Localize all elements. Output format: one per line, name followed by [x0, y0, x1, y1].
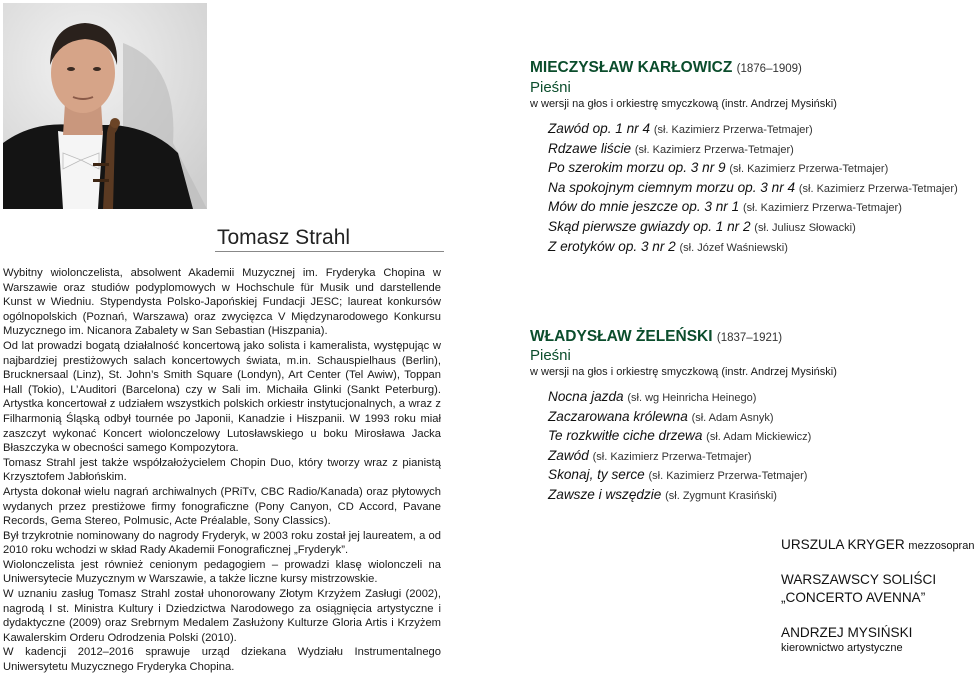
- director-name: ANDRZEJ MYSIŃSKI: [781, 625, 913, 640]
- ensemble-name-line1: WARSZAWSCY SOLIŚCI: [781, 572, 937, 587]
- performer-biography: [3, 266, 441, 675]
- composer-dates: (1837–1921): [716, 332, 783, 344]
- singer-credit: [781, 537, 974, 552]
- composer-dates: (1876–1909): [736, 63, 802, 75]
- director-role: kierownictwo artystyczne: [781, 642, 903, 654]
- song-item: Zawód (sł. Kazimierz Przerwa-Tetmajer): [548, 447, 752, 463]
- name-divider: [215, 251, 444, 252]
- bio-paragraph: W uznaniu zasług Tomasz Strahl został uhonorowany Złotym Krzyżem Zasługi (2002), nagrodą I st. Ministra Kultury i Dziedzictwa Narodowego za osiągnięcia artystyczne i dydaktyczne (2009) oraz Srebrnym Medalem Zasłużony Kulturze Gloria Artis i Krzyżem Kawalerskim Orderu Odrodzenia Polski (2010).: [3, 588, 441, 644]
- bio-paragraph: W kadencji 2012–2016 sprawuje urząd dziekana Wydziału Instrumentalnego Uniwersytetu Muzycznego Fryderyka Chopina.: [3, 646, 441, 674]
- song-item: Te rozkwitłe ciche drzewa (sł. Adam Mickiewicz): [548, 428, 812, 444]
- performer-name: Tomasz Strahl: [217, 226, 351, 249]
- karlowicz-heading: [530, 59, 802, 77]
- ensemble-name-line2: „CONCERTO AVENNA”: [781, 590, 926, 605]
- performer-photo: [3, 3, 207, 209]
- composer-name: MIECZYSŁAW KARŁOWICZ: [530, 59, 733, 76]
- song-item: Z erotyków op. 3 nr 2 (sł. Józef Waśniewski): [548, 238, 788, 254]
- song-item: Po szerokim morzu op. 3 nr 9 (sł. Kazimierz Przerwa-Tetmajer): [548, 160, 889, 176]
- zelenski-song-list: [548, 388, 811, 506]
- bio-paragraph: Wiolonczelista jest również cenionym pedagogiem – prowadzi klasę wiolonczeli na Uniwersytecie Muzycznym w Warszawie, a także liczne kursy mistrzowskie.: [3, 558, 441, 586]
- bio-paragraph: Od lat prowadzi bogatą działalność koncertową jako solista i kameralista, występując w najbardziej prestiżowych salach koncertowych świata, m.in. Schauspielhaus (Berlin), Brucknersaal (Linz), St. John’s Smith Square (Londyn), Art Center (Tel Awiw), Toppan Hall (Tokio), L’Auditori (Barcelona) czy w Sali im. Michaiła Glinki (Sankt Peterburg). Artystka koncertował z udziałem wszystkich polskich orkiestr instytucjonalnych, a wraz z Filharmonią Śląską odbył tournée po Japonii, Kanadzie i Hiszpanii. W 1993 roku miał zaszczyt wykonać Koncert wiolonczelowy Lutosławskiego u boku Mirosława Jacka Błaszczyka w obecności samego Kompozytora.: [3, 339, 441, 455]
- portrait-cellist-icon: [3, 3, 207, 209]
- composer-name: WŁADYSŁAW ŻELEŃSKI: [530, 328, 713, 345]
- song-item: Skonaj, ty serce (sł. Kazimierz Przerwa-Tetmajer): [548, 467, 808, 483]
- zelenski-genre: Pieśni: [530, 347, 571, 364]
- karlowicz-song-list: [548, 120, 958, 257]
- song-item: Rdzawe liście (sł. Kazimierz Przerwa-Tetmajer): [548, 140, 794, 156]
- song-item: Zawsze i wszędzie (sł. Zygmunt Krasiński): [548, 486, 777, 502]
- karlowicz-arrangement-note: w wersji na głos i orkiestrę smyczkową (instr. Andrzej Mysiński): [530, 98, 837, 110]
- song-item: Zaczarowana królewna (sł. Adam Asnyk): [548, 408, 774, 424]
- bio-paragraph: Wybitny wiolonczelista, absolwent Akademii Muzycznej im. Fryderyka Chopina w Warszawie oraz studiów podyplomowych w Hochschule für Musik und darstellende Kunst w Wiedniu. Stypendysta Polsko-Japońskiej Fundacji JESC; laureat konkursów ogólnopolskich (Poznań, Warszawa) oraz zwycięzca V Międzynarodowego Konkursu Muzycznego im. Nicanora Zabalety w San Sebastian (Hiszpania).: [3, 267, 441, 338]
- bio-paragraph: Był trzykrotnie nominowany do nagrody Fryderyk, w 2003 roku został jej laureatem, a od 2010 roku wchodzi w skład Rady Akademii Fonograficznej „Fryderyk”.: [3, 529, 441, 557]
- bio-paragraph: Artysta dokonał wielu nagrań archiwalnych (PRiTv, CBC Radio/Kanada) oraz płytowych wydanych przez prestiżowe firmy fonograficzne (Pony Canyon, CD Accord, Pavane Records, Gema Stereo, Polmusic, Acte Préalable, Sony Classics).: [3, 485, 441, 528]
- song-item: Mów do mnie jeszcze op. 3 nr 1 (sł. Kazimierz Przerwa-Tetmajer): [548, 199, 902, 215]
- karlowicz-genre: Pieśni: [530, 79, 571, 96]
- song-item: Nocna jazda (sł. wg Heinricha Heinego): [548, 389, 757, 404]
- zelenski-heading: [530, 328, 782, 346]
- song-item: Na spokojnym ciemnym morzu op. 3 nr 4 (sł. Kazimierz Przerwa-Tetmajer): [548, 179, 958, 195]
- song-item: Zawód op. 1 nr 4 (sł. Kazimierz Przerwa-Tetmajer): [548, 121, 813, 136]
- singer-name: URSZULA KRYGER: [781, 537, 905, 552]
- zelenski-arrangement-note: w wersji na głos i orkiestrę smyczkową (instr. Andrzej Mysiński): [530, 366, 837, 378]
- song-item: Skąd pierwsze gwiazdy op. 1 nr 2 (sł. Juliusz Słowacki): [548, 218, 856, 234]
- bio-paragraph: Tomasz Strahl jest także współzałożycielem Chopin Duo, który tworzy wraz z pianistą Krzysztofem Jabłońskim.: [3, 456, 441, 484]
- singer-role: mezzosopran: [908, 540, 974, 552]
